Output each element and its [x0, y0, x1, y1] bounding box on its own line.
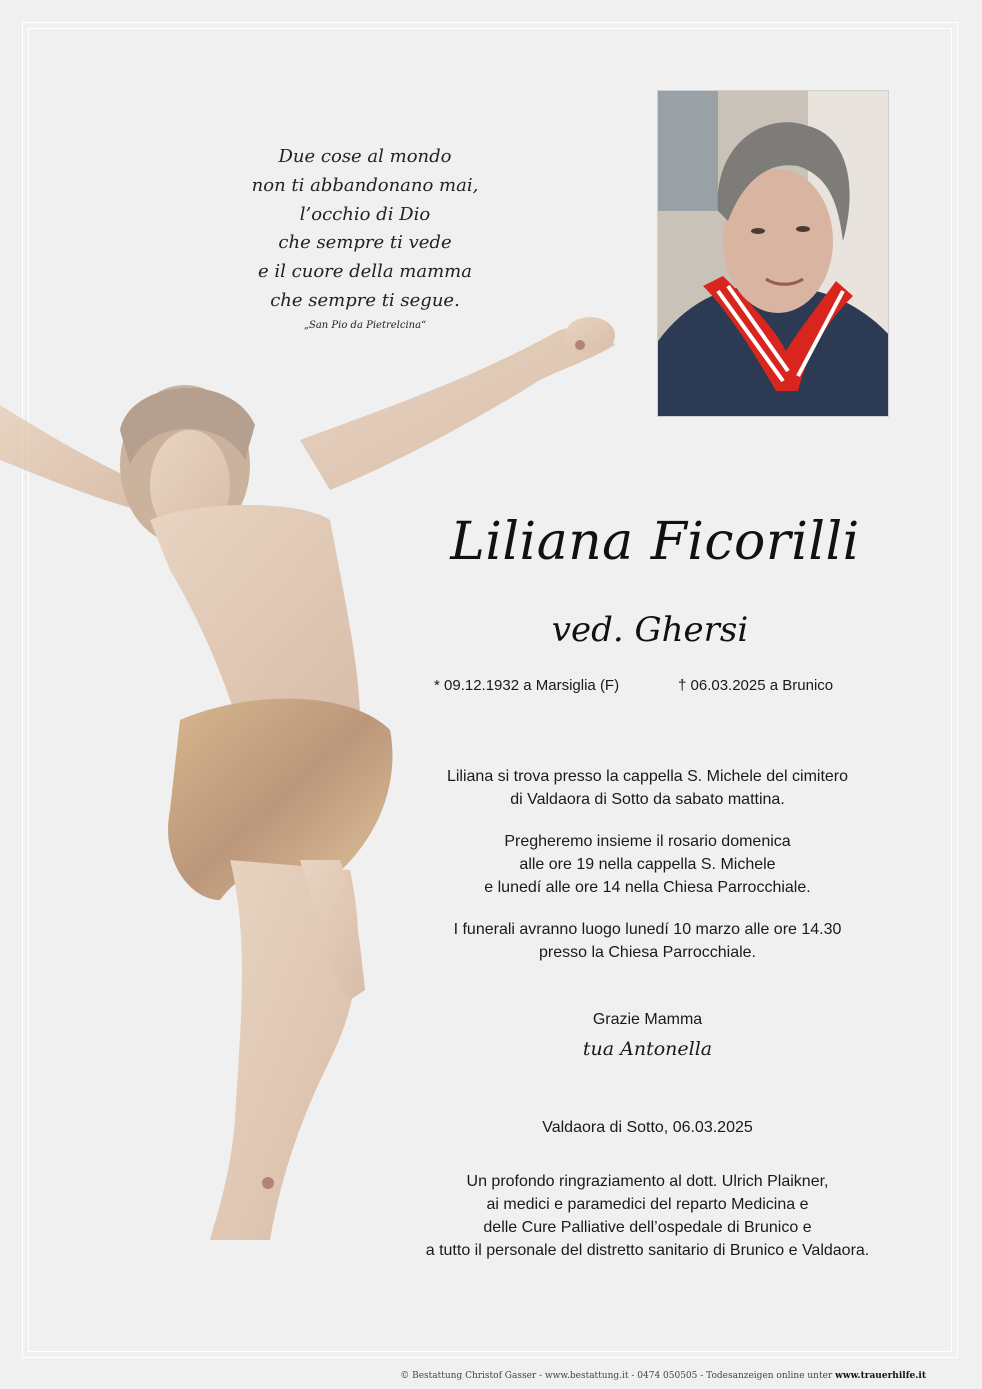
acknowledgement-paragraph	[375, 1170, 920, 1262]
poem-line: che sempre ti vede	[278, 232, 452, 254]
footer-link[interactable]: www.trauerhilfe.it	[835, 1371, 926, 1381]
text-line: alle ore 19 nella cappella S. Michele	[519, 856, 776, 873]
signature: tua Antonella	[582, 1038, 713, 1060]
text-line: Liliana si trova presso la cappella S. Michele del cimitero	[446, 768, 849, 785]
poem-line: non ti abbandonano mai,	[251, 174, 479, 196]
poem-line: l’occhio di Dio	[299, 203, 431, 225]
text-line: a tutto il personale del distretto sanitario di Brunico e Valdaora.	[425, 1242, 870, 1259]
text-line: delle Cure Palliative dell’ospedale di Brunico e	[483, 1219, 812, 1236]
place-date: Valdaora di Sotto, 06.03.2025	[542, 1119, 753, 1136]
viewing-paragraph	[395, 765, 900, 811]
text-line: Pregheremo insieme il rosario domenica	[504, 833, 791, 850]
portrait-photo	[657, 90, 889, 417]
footer-text: © Bestattung Christof Gasser - www.bestattung.it - 0474 050505 - Todesanzeigen online unter	[400, 1371, 833, 1381]
deceased-name: Liliana Ficorilli	[450, 512, 860, 572]
poem-line: Due cose al mondo	[278, 146, 452, 167]
death-info: † 06.03.2025 a Brunico	[678, 677, 834, 694]
text-line: di Valdaora di Sotto da sabato mattina.	[510, 791, 785, 808]
portrait-illustration	[658, 91, 889, 417]
text-line: ai medici e paramedici del reparto Medicina e	[486, 1196, 809, 1213]
text-line: presso la Chiesa Parrocchiale.	[539, 944, 756, 961]
text-line: e lunedí alle ore 14 nella Chiesa Parrocchiale.	[484, 879, 811, 896]
footer	[400, 1370, 926, 1382]
poem-attribution: „San Pio da Pietrelcina“	[303, 319, 427, 331]
rosary-paragraph	[395, 830, 900, 899]
thanks-line: Grazie Mamma	[592, 1011, 703, 1028]
poem-line: e il cuore della mamma	[258, 261, 472, 283]
text-line: Un profondo ringraziamento al dott. Ulrich Plaikner,	[466, 1173, 829, 1190]
poem-line: che sempre ti segue.	[270, 289, 460, 311]
poem	[200, 143, 530, 334]
maiden-name: ved. Ghersi	[551, 610, 749, 650]
birth-info: * 09.12.1932 a Marsiglia (F)	[434, 677, 620, 694]
text-line: I funerali avranno luogo lunedí 10 marzo alle ore 14.30	[453, 921, 842, 938]
funeral-paragraph	[395, 918, 900, 964]
